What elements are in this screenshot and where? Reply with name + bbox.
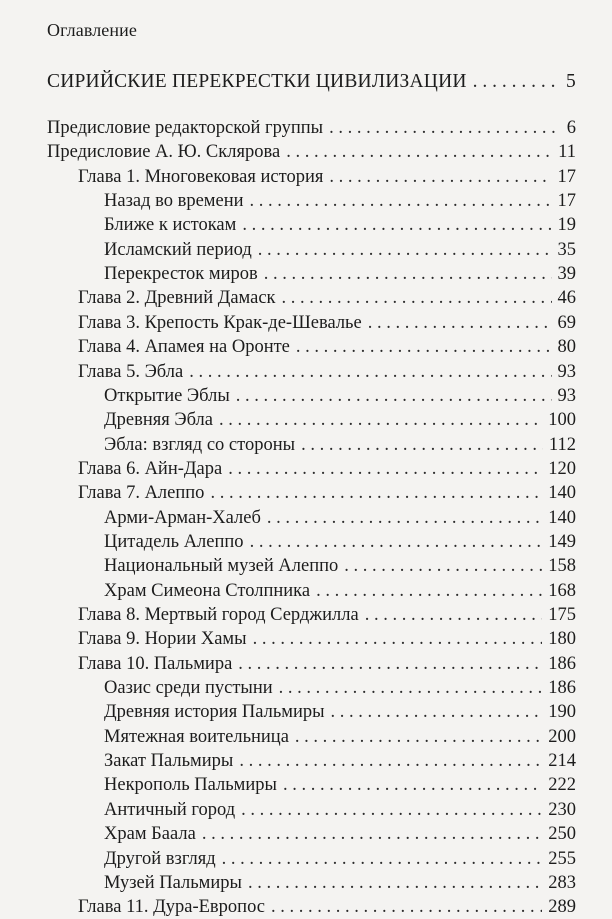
toc-entry-title: Предисловие редакторской группы bbox=[47, 118, 324, 138]
toc-entry[interactable] bbox=[104, 189, 576, 213]
toc-entry[interactable] bbox=[78, 360, 576, 384]
toc-entry[interactable] bbox=[78, 286, 576, 310]
dot-leader bbox=[238, 652, 542, 676]
toc-entry-title: Глава 5. Эбла bbox=[78, 361, 184, 382]
toc-entry[interactable] bbox=[78, 457, 576, 481]
toc-entry-title: Эбла: взгляд со стороны bbox=[104, 434, 296, 455]
dot-leader bbox=[331, 700, 543, 724]
dot-leader bbox=[344, 554, 542, 578]
toc-entry[interactable] bbox=[78, 165, 576, 189]
toc-entry-title: Другой взгляд bbox=[104, 848, 216, 869]
toc-entry-title: СИРИЙСКИЕ ПЕРЕКРЕСТКИ ЦИВИЛИЗАЦИИ bbox=[47, 71, 467, 92]
toc-entry-title: Ближе к истокам bbox=[104, 215, 237, 236]
dot-leader bbox=[283, 773, 542, 797]
toc-entry-page-number: 186 bbox=[548, 653, 576, 674]
toc-entry[interactable] bbox=[104, 749, 576, 773]
dot-leader bbox=[301, 433, 543, 457]
toc-entry[interactable] bbox=[47, 116, 576, 140]
dot-leader bbox=[250, 530, 543, 554]
toc-entry-page-number: 69 bbox=[557, 312, 576, 333]
toc-entry-title: Античный город bbox=[104, 799, 236, 820]
toc-entry-title: Некрополь Пальмиры bbox=[104, 775, 277, 796]
toc-entry-page-number: 80 bbox=[557, 337, 576, 358]
toc-entry-title: Глава 4. Апамея на Оронте bbox=[78, 337, 290, 358]
dot-leader bbox=[282, 286, 552, 310]
toc-entry-page-number: 222 bbox=[548, 775, 576, 796]
toc-entry-page-number: 11 bbox=[558, 142, 576, 163]
toc-entry-title: Храм Симеона Столпника bbox=[104, 580, 311, 601]
toc-entry-title: Древняя история Пальмиры bbox=[104, 702, 325, 723]
dot-leader bbox=[473, 70, 560, 94]
toc-entry-page-number: 35 bbox=[557, 239, 576, 260]
dot-leader bbox=[239, 749, 542, 773]
toc-entry-title: Глава 3. Крепость Крак-де-Шевалье bbox=[78, 312, 362, 333]
toc-entry-page-number: 289 bbox=[548, 897, 576, 918]
toc-entry-title: Храм Баала bbox=[104, 824, 196, 845]
toc-entry[interactable] bbox=[47, 70, 576, 94]
toc-entry-page-number: 168 bbox=[548, 580, 576, 601]
toc-entry-page-number: 6 bbox=[566, 118, 576, 138]
toc-entry-page-number: 230 bbox=[548, 799, 576, 820]
toc-entry-title: Назад во времени bbox=[104, 191, 244, 212]
dot-leader bbox=[295, 725, 542, 749]
toc-entry-page-number: 93 bbox=[557, 361, 576, 382]
toc-entry[interactable] bbox=[47, 140, 576, 164]
toc-entry[interactable] bbox=[78, 895, 576, 919]
dot-leader bbox=[279, 676, 543, 700]
toc-entry-title: Мятежная воительница bbox=[104, 726, 289, 747]
toc-entry-page-number: 5 bbox=[566, 71, 576, 92]
toc-entry-title: Открытие Эблы bbox=[104, 385, 230, 406]
toc-entry-page-number: 93 bbox=[557, 385, 576, 406]
toc-entry-page-number: 19 bbox=[557, 215, 576, 236]
toc-entry[interactable] bbox=[104, 262, 576, 286]
toc-entry-title: Национальный музей Алеппо bbox=[104, 556, 339, 577]
toc-entry-title: Древняя Эбла bbox=[104, 410, 213, 431]
dot-leader bbox=[236, 384, 552, 408]
toc-entry[interactable] bbox=[104, 384, 576, 408]
toc-entry-title: Исламский период bbox=[104, 239, 252, 260]
toc-entry-title: Музей Пальмиры bbox=[104, 872, 242, 893]
toc-entry-title: Оазис среди пустыни bbox=[104, 678, 273, 699]
toc-entry[interactable] bbox=[104, 213, 576, 237]
dot-leader bbox=[365, 603, 543, 627]
dot-leader bbox=[210, 481, 542, 505]
toc-entry-title: Глава 8. Мертвый город Серджилла bbox=[78, 605, 359, 625]
dot-leader bbox=[264, 262, 552, 286]
dot-leader bbox=[202, 822, 542, 846]
toc-entry[interactable] bbox=[104, 408, 576, 432]
dot-leader bbox=[241, 798, 542, 822]
toc-entry-title: Глава 7. Алеппо bbox=[78, 483, 205, 504]
toc-entry[interactable] bbox=[104, 822, 576, 846]
toc-entry[interactable] bbox=[78, 335, 576, 359]
toc-entry[interactable] bbox=[104, 847, 576, 871]
dot-leader bbox=[219, 408, 542, 432]
dot-leader bbox=[189, 360, 551, 384]
toc-entry-page-number: 186 bbox=[548, 678, 576, 699]
toc-entry-page-number: 17 bbox=[557, 166, 576, 187]
dot-leader bbox=[253, 627, 543, 651]
toc-entry[interactable] bbox=[104, 506, 576, 530]
toc-entry-title: Глава 9. Нории Хамы bbox=[78, 629, 247, 650]
toc-entry[interactable] bbox=[78, 311, 576, 335]
dot-leader bbox=[316, 579, 542, 603]
toc-entry-title: Глава 2. Древний Дамаск bbox=[78, 288, 276, 309]
dot-leader bbox=[329, 165, 551, 189]
toc-entry[interactable] bbox=[104, 238, 576, 262]
toc-entry-title: Глава 1. Многовековая история bbox=[78, 166, 324, 187]
dot-leader bbox=[250, 189, 552, 213]
toc-entry[interactable] bbox=[104, 554, 576, 578]
toc-entry[interactable] bbox=[104, 871, 576, 895]
toc-entry[interactable] bbox=[104, 676, 576, 700]
toc-entry[interactable] bbox=[104, 773, 576, 797]
dot-leader bbox=[248, 871, 542, 895]
toc-entry-page-number: 255 bbox=[548, 848, 576, 869]
toc-entry[interactable] bbox=[104, 725, 576, 749]
dot-leader bbox=[222, 847, 543, 871]
toc-entry-title: Арми-Арман-Халеб bbox=[104, 507, 261, 528]
toc-entry-page-number: 140 bbox=[548, 507, 576, 528]
dot-leader bbox=[228, 457, 542, 481]
toc-entry[interactable] bbox=[78, 481, 576, 505]
toc-entry-title: Глава 10. Пальмира bbox=[78, 653, 233, 674]
toc-entry-page-number: 190 bbox=[548, 702, 576, 723]
toc-entry-page-number: 149 bbox=[548, 531, 576, 552]
dot-leader bbox=[258, 238, 552, 262]
toc-entry[interactable] bbox=[78, 603, 576, 627]
page-header: Оглавление bbox=[47, 20, 137, 40]
toc-entry-title: Перекресток миров bbox=[104, 264, 258, 285]
toc-entry-page-number: 180 bbox=[548, 629, 576, 650]
toc-entry-page-number: 250 bbox=[548, 824, 576, 845]
toc-entry-page-number: 158 bbox=[548, 556, 576, 577]
toc-entry-page-number: 214 bbox=[548, 751, 576, 772]
toc-entry-page-number: 283 bbox=[548, 872, 576, 893]
toc-entry-title: Закат Пальмиры bbox=[104, 751, 234, 772]
toc-entry-page-number: 100 bbox=[548, 410, 576, 431]
toc-entry-title: Предисловие А. Ю. Склярова bbox=[47, 142, 281, 163]
dot-leader bbox=[368, 311, 552, 335]
dot-leader bbox=[296, 335, 552, 359]
toc-entry-title: Глава 11. Дура-Европос bbox=[78, 897, 265, 918]
toc-entry-page-number: 200 bbox=[548, 726, 576, 747]
toc-entry[interactable] bbox=[104, 579, 576, 603]
toc-entry[interactable] bbox=[78, 627, 576, 651]
toc-entry-page-number: 39 bbox=[557, 264, 576, 285]
toc-entry-title: Цитадель Алеппо bbox=[104, 531, 244, 552]
dot-leader bbox=[329, 116, 561, 140]
dot-leader bbox=[286, 140, 552, 164]
toc-entry-page-number: 140 bbox=[548, 483, 576, 504]
toc-entry[interactable] bbox=[104, 700, 576, 724]
dot-leader bbox=[271, 895, 542, 919]
toc-entry-page-number: 17 bbox=[557, 191, 576, 212]
toc-entry-page-number: 112 bbox=[548, 434, 576, 455]
toc-entry[interactable] bbox=[78, 652, 576, 676]
toc-entry-page-number: 175 bbox=[548, 605, 576, 625]
dot-leader bbox=[267, 506, 542, 530]
toc-entry-page-number: 46 bbox=[557, 288, 576, 309]
toc-entry[interactable] bbox=[104, 798, 576, 822]
dot-leader bbox=[242, 213, 551, 237]
toc-entry[interactable] bbox=[104, 530, 576, 554]
toc-entry-title: Глава 6. Айн-Дара bbox=[78, 458, 223, 479]
toc-entry[interactable] bbox=[104, 433, 576, 457]
toc-entry-page-number: 120 bbox=[548, 458, 576, 479]
